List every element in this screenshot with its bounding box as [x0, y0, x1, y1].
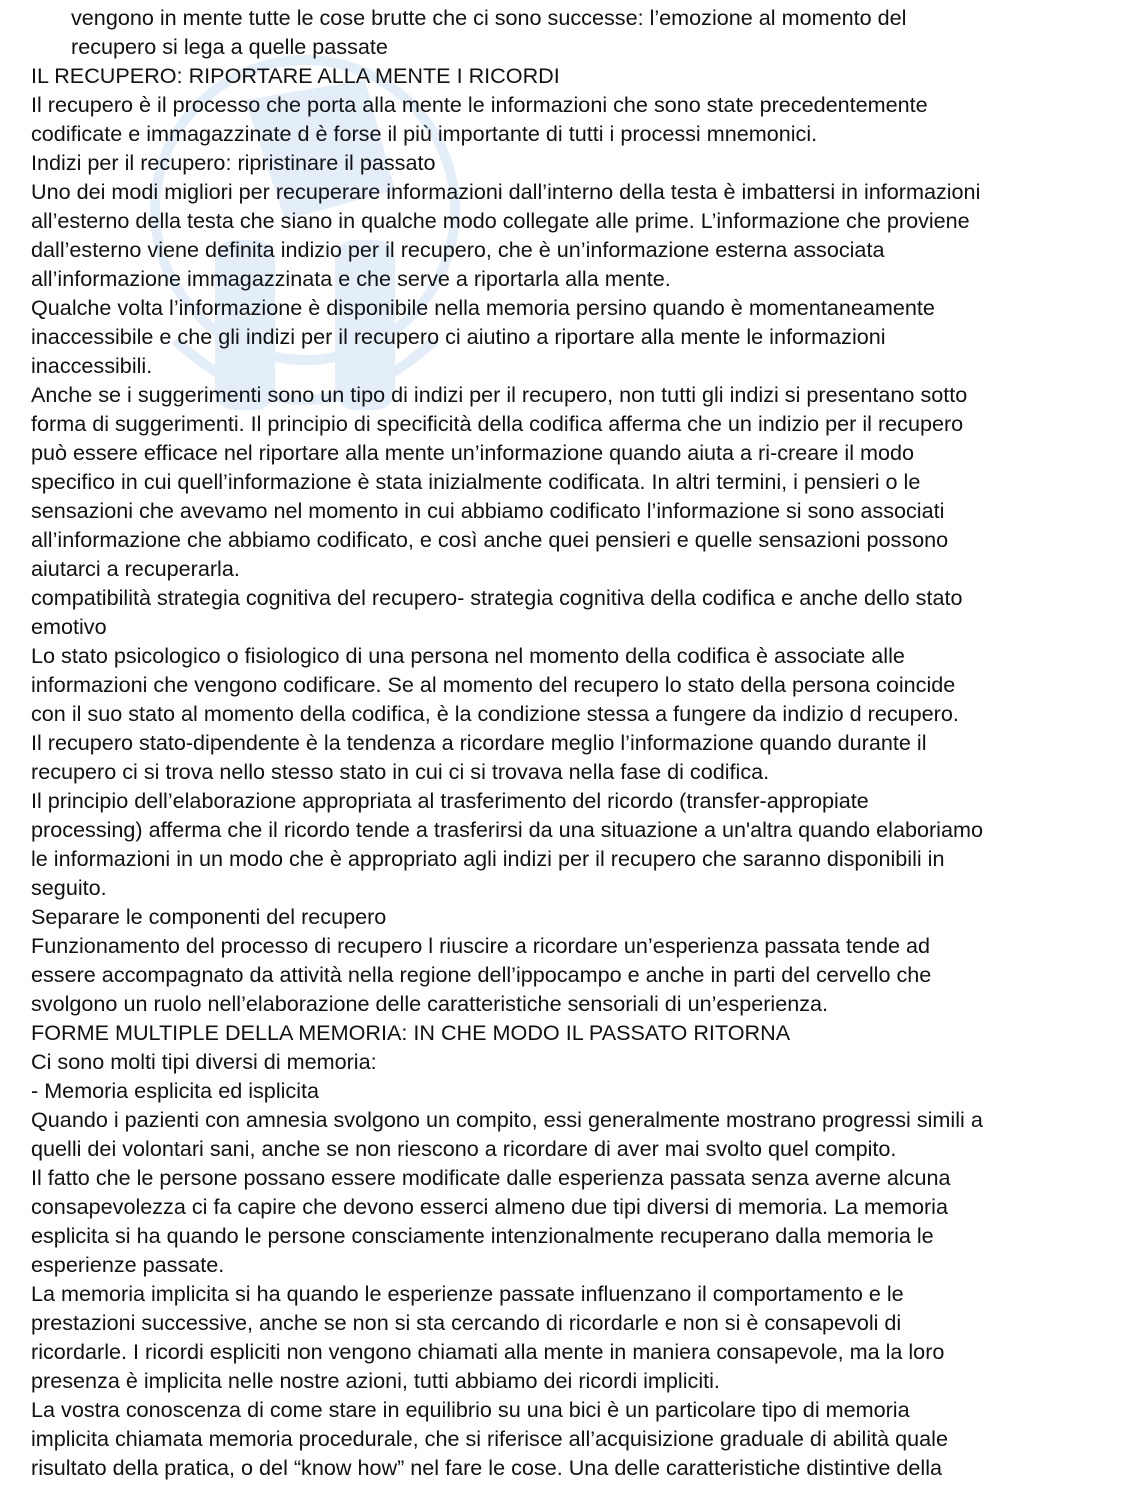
text-line: Indizi per il recupero: ripristinare il passato [31, 150, 436, 175]
document-text [31, 3, 1121, 1482]
text-line: esperienze passate. [31, 1252, 225, 1277]
text-line: FORME MULTIPLE DELLA MEMORIA: IN CHE MODO IL PASSATO RITORNA [31, 1020, 791, 1045]
text-line: Separare le componenti del recupero [31, 904, 387, 929]
text-line: - Memoria esplicita ed isplicita [31, 1078, 320, 1103]
text-line: dall’esterno viene definita indizio per il recupero, che è un’informazione esterna associata [31, 237, 885, 262]
text-line: compatibilità strategia cognitiva del recupero- strategia cognitiva della codifica e anche dello stato [31, 585, 963, 610]
text-line: informazioni che vengono codificare. Se al momento del recupero lo stato della persona coincide [31, 672, 956, 697]
text-line: Funzionamento del processo di recupero l riuscire a ricordare un’esperienza passata tende ad [31, 933, 931, 958]
text-line: con il suo stato al momento della codifica, è la condizione stessa a fungere da indizio d recupero. [31, 701, 959, 726]
text-line: ricordarle. I ricordi espliciti non vengono chiamati alla mente in maniera consapevole, ma la loro [31, 1339, 945, 1364]
text-line: Uno dei modi migliori per recuperare informazioni dall’interno della testa è imbattersi in informazioni [31, 179, 981, 204]
text-line: aiutarci a recuperarla. [31, 556, 240, 581]
text-line: risultato della pratica, o del “know how” nel fare le cose. Una delle caratteristiche distintive della [31, 1455, 942, 1480]
text-line: forma di suggerimenti. Il principio di specificità della codifica afferma che un indizio per il recupero [31, 411, 964, 436]
text-line: esplicita si ha quando le persone consciamente intenzionalmente recuperano dalla memoria le [31, 1223, 934, 1248]
text-line: consapevolezza ci fa capire che devono esserci almeno due tipi diversi di memoria. La memoria [31, 1194, 948, 1219]
text-line: all’informazione che abbiamo codificato, e così anche quei pensieri e quelle sensazioni possono [31, 527, 949, 552]
text-line: Ci sono molti tipi diversi di memoria: [31, 1049, 377, 1074]
text-line: codificate e immagazzinate d è forse il più importante di tutti i processi mnemonici. [31, 121, 818, 146]
text-line: La vostra conoscenza di come stare in equilibrio su una bici è un particolare tipo di memoria [31, 1397, 910, 1422]
text-line: quelli dei volontari sani, anche se non riescono a ricordare di aver mai svolto quel compito. [31, 1136, 897, 1161]
text-line: IL RECUPERO: RIPORTARE ALLA MENTE I RICORDI [31, 63, 560, 88]
text-line: Lo stato psicologico o fisiologico di una persona nel momento della codifica è associate alle [31, 643, 905, 668]
text-line: all’esterno della testa che siano in qualche modo collegate alle prime. L’informazione che proviene [31, 208, 970, 233]
text-line: emotivo [31, 614, 107, 639]
text-line: Anche se i suggerimenti sono un tipo di indizi per il recupero, non tutti gli indizi si presentano sotto [31, 382, 968, 407]
text-line: inaccessibili. [31, 353, 153, 378]
text-line: all’informazione immagazzinata e che serve a riportarla alla mente. [31, 266, 671, 291]
text-line: processing) afferma che il ricordo tende a trasferirsi da una situazione a un'altra quando elaboriamo [31, 817, 983, 842]
text-line: specifico in cui quell’informazione è stata inizialmente codificata. In altri termini, i pensieri o le [31, 469, 921, 494]
text-line: implicita chiamata memoria procedurale, che si riferisce all’acquisizione graduale di abilità quale [31, 1426, 948, 1451]
text-line: svolgono un ruolo nell’elaborazione delle caratteristiche sensoriali di un’esperienza. [31, 991, 829, 1016]
text-line: Il principio dell’elaborazione appropriata al trasferimento del ricordo (transfer-appropiate [31, 788, 869, 813]
text-line: recupero ci si trova nello stesso stato in cui ci si trovava nella fase di codifica. [31, 759, 770, 784]
text-line: presenza è implicita nelle nostre azioni, tutti abbiamo dei ricordi impliciti. [31, 1368, 720, 1393]
text-line: prestazioni successive, anche se non si sta cercando di ricordarle e non si è consapevoli di [31, 1310, 902, 1335]
text-line: vengono in mente tutte le cose brutte che ci sono successe: l’emozione al momento del [71, 5, 907, 30]
text-line: Il fatto che le persone possano essere modificate dalle esperienza passata senza averne alcuna [31, 1165, 951, 1190]
text-line: inaccessibile e che gli indizi per il recupero ci aiutino a riportare alla mente le informazioni [31, 324, 886, 349]
text-line: sensazioni che avevamo nel momento in cui abbiamo codificato l’informazione si sono associati [31, 498, 945, 523]
text-line: Quando i pazienti con amnesia svolgono un compito, essi generalmente mostrano progressi simili a [31, 1107, 983, 1132]
text-line: Il recupero stato-dipendente è la tendenza a ricordare meglio l’informazione quando durante il [31, 730, 927, 755]
text-line: Qualche volta l’informazione è disponibile nella memoria persino quando è momentaneamente [31, 295, 935, 320]
text-line: può essere efficace nel riportare alla mente un’informazione quando aiuta a ri-creare il modo [31, 440, 915, 465]
text-line: le informazioni in un modo che è appropriato agli indizi per il recupero che saranno disponibili in [31, 846, 945, 871]
text-line: essere accompagnato da attività nella regione dell’ippocampo e anche in parti del cervello che [31, 962, 932, 987]
text-line: La memoria implicita si ha quando le esperienze passate influenzano il comportamento e le [31, 1281, 904, 1306]
text-line: recupero si lega a quelle passate [71, 34, 388, 59]
text-line: seguito. [31, 875, 107, 900]
text-line: Il recupero è il processo che porta alla mente le informazioni che sono state precedentemente [31, 92, 928, 117]
